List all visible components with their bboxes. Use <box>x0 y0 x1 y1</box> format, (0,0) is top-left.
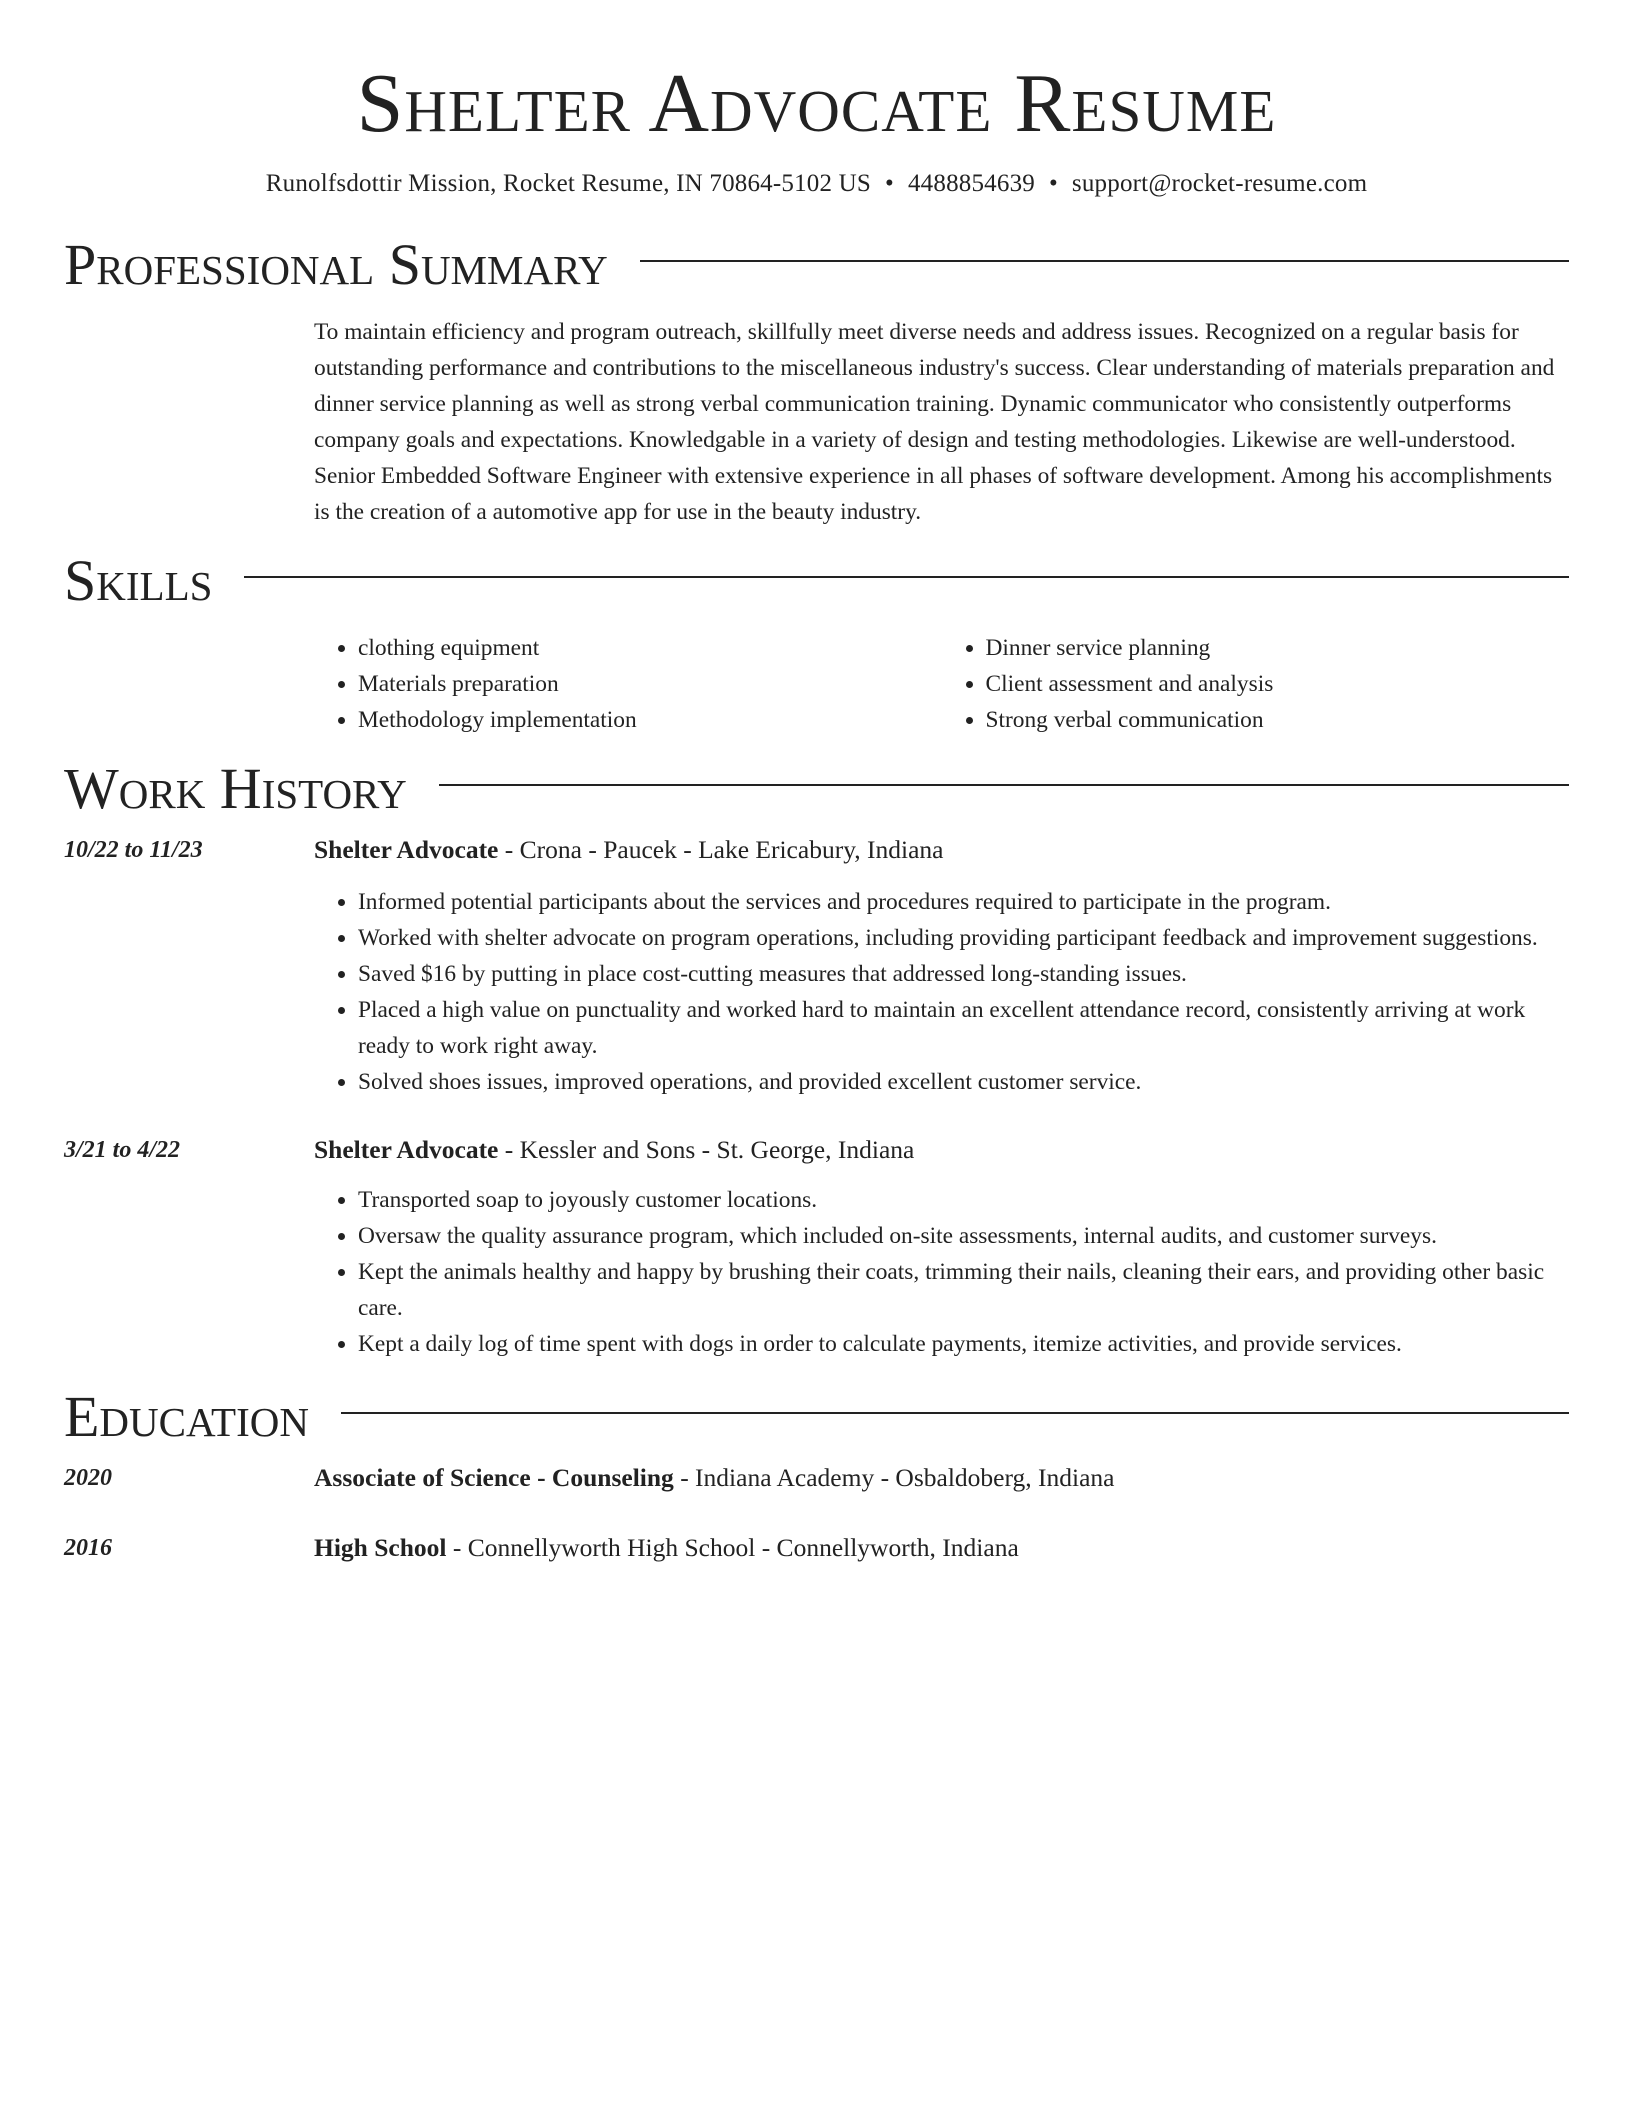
resume-title: Shelter Advocate Resume <box>356 57 1277 150</box>
skill-item: • Methodology implementation <box>358 702 942 738</box>
education-section-header <box>64 1386 1569 1448</box>
section-divider <box>244 576 1569 578</box>
summary-text: To maintain efficiency and program outreach, skillfully meet diverse needs and address issues. Recognized on a regular basis for outstanding performance and contributions to the miscellaneous industry's success. Clear understanding of materials preparation and dinner service planning as well as strong verbal communication training. Dynamic communicator who consistently outperforms company goals and expectations. Knowledgable in a variety of design and testing methodologies. Likewise are well-understood. Senior Embedded Software Engineer with extensive experience in all phases of software development. Among his accomplishments is the creation of a automotive app for use in the beauty industry. <box>314 319 1555 525</box>
job-entry <box>64 1132 1569 1362</box>
education-details: - Connellyworth High School - Connellyworth, Indiana <box>446 1533 1019 1562</box>
job-bullet: • Informed potential participants about the services and procedures required to participate in the program. <box>358 884 1569 920</box>
skills-row <box>64 630 1569 738</box>
contact-separator: • <box>1048 170 1058 197</box>
education-line <box>314 1530 1569 1566</box>
job-bullet: • Worked with shelter advocate on program operations, including providing participant feedback and improvement suggestions. <box>358 920 1569 956</box>
education-degree: High School <box>314 1533 447 1562</box>
education-details: - Indiana Academy - Osbaldoberg, Indiana <box>673 1463 1115 1492</box>
contact-email[interactable]: support@rocket-resume.com <box>1071 170 1368 197</box>
skills-list-right <box>942 630 1570 738</box>
job-bullet: • Kept a daily log of time spent with dogs in order to calculate payments, itemize activities, and provide services. <box>358 1326 1569 1362</box>
work-heading: Work History <box>64 756 407 821</box>
skills-heading: Skills <box>64 548 213 613</box>
job-dates: 3/21 to 4/22 <box>64 1137 181 1163</box>
skills-list-left <box>314 630 942 738</box>
job-bullet: • Oversaw the quality assurance program, which included on-site assessments, internal audits, and customer surveys. <box>358 1218 1569 1254</box>
education-degree: Associate of Science - Counseling <box>314 1463 674 1492</box>
job-bullet: • Kept the animals healthy and happy by brushing their coats, trimming their nails, cleaning their ears, and providing other basic care. <box>358 1254 1569 1326</box>
education-year: 2020 <box>64 1465 112 1491</box>
job-bullets <box>314 884 1569 1100</box>
job-entry <box>64 832 1569 1100</box>
job-dates: 10/22 to 11/23 <box>64 837 203 863</box>
summary-heading: Professional Summary <box>64 232 608 297</box>
job-header <box>314 832 1569 868</box>
skill-item: • Strong verbal communication <box>986 702 1570 738</box>
skill-item: • Dinner service planning <box>986 630 1570 666</box>
job-title: Shelter Advocate <box>314 1135 499 1164</box>
contact-phone: 4488854639 <box>907 170 1035 197</box>
job-bullets <box>314 1182 1569 1362</box>
contact-address: Runolfsdottir Mission, Rocket Resume, IN 70864-5102 US <box>265 170 872 197</box>
resume-page <box>64 0 1569 1566</box>
skill-item: • Client assessment and analysis <box>986 666 1570 702</box>
education-entry <box>64 1530 1569 1566</box>
skill-item: • Materials preparation <box>358 666 942 702</box>
education-heading: Education <box>64 1384 309 1449</box>
summary-section-header <box>64 234 1569 296</box>
contact-separator: • <box>885 170 894 197</box>
section-divider <box>439 784 1569 786</box>
job-title: Shelter Advocate <box>314 835 499 864</box>
section-divider <box>640 260 1569 262</box>
job-bullet: • Saved $16 by putting in place cost-cutting measures that addressed long-standing issues. <box>358 956 1569 992</box>
skills-grid <box>314 630 1569 738</box>
summary-row <box>64 314 1569 530</box>
education-year: 2016 <box>64 1535 112 1561</box>
job-bullet: • Placed a high value on punctuality and worked hard to maintain an excellent attendance record, consistently arriving at work ready to work right away. <box>358 992 1569 1064</box>
work-section-header <box>64 758 1569 820</box>
job-bullet: • Solved shoes issues, improved operations, and provided excellent customer service. <box>358 1064 1569 1100</box>
contact-line <box>64 168 1569 200</box>
job-bullet: • Transported soap to joyously customer locations. <box>358 1182 1569 1218</box>
job-details: - Kessler and Sons - St. George, Indiana <box>498 1135 915 1164</box>
skills-section-header <box>64 550 1569 612</box>
education-line <box>314 1460 1569 1496</box>
skill-item: • clothing equipment <box>358 630 942 666</box>
education-entry <box>64 1460 1569 1496</box>
job-header <box>314 1132 1569 1168</box>
section-divider <box>341 1412 1569 1414</box>
job-details: - Crona - Paucek - Lake Ericabury, Indiana <box>498 835 944 864</box>
